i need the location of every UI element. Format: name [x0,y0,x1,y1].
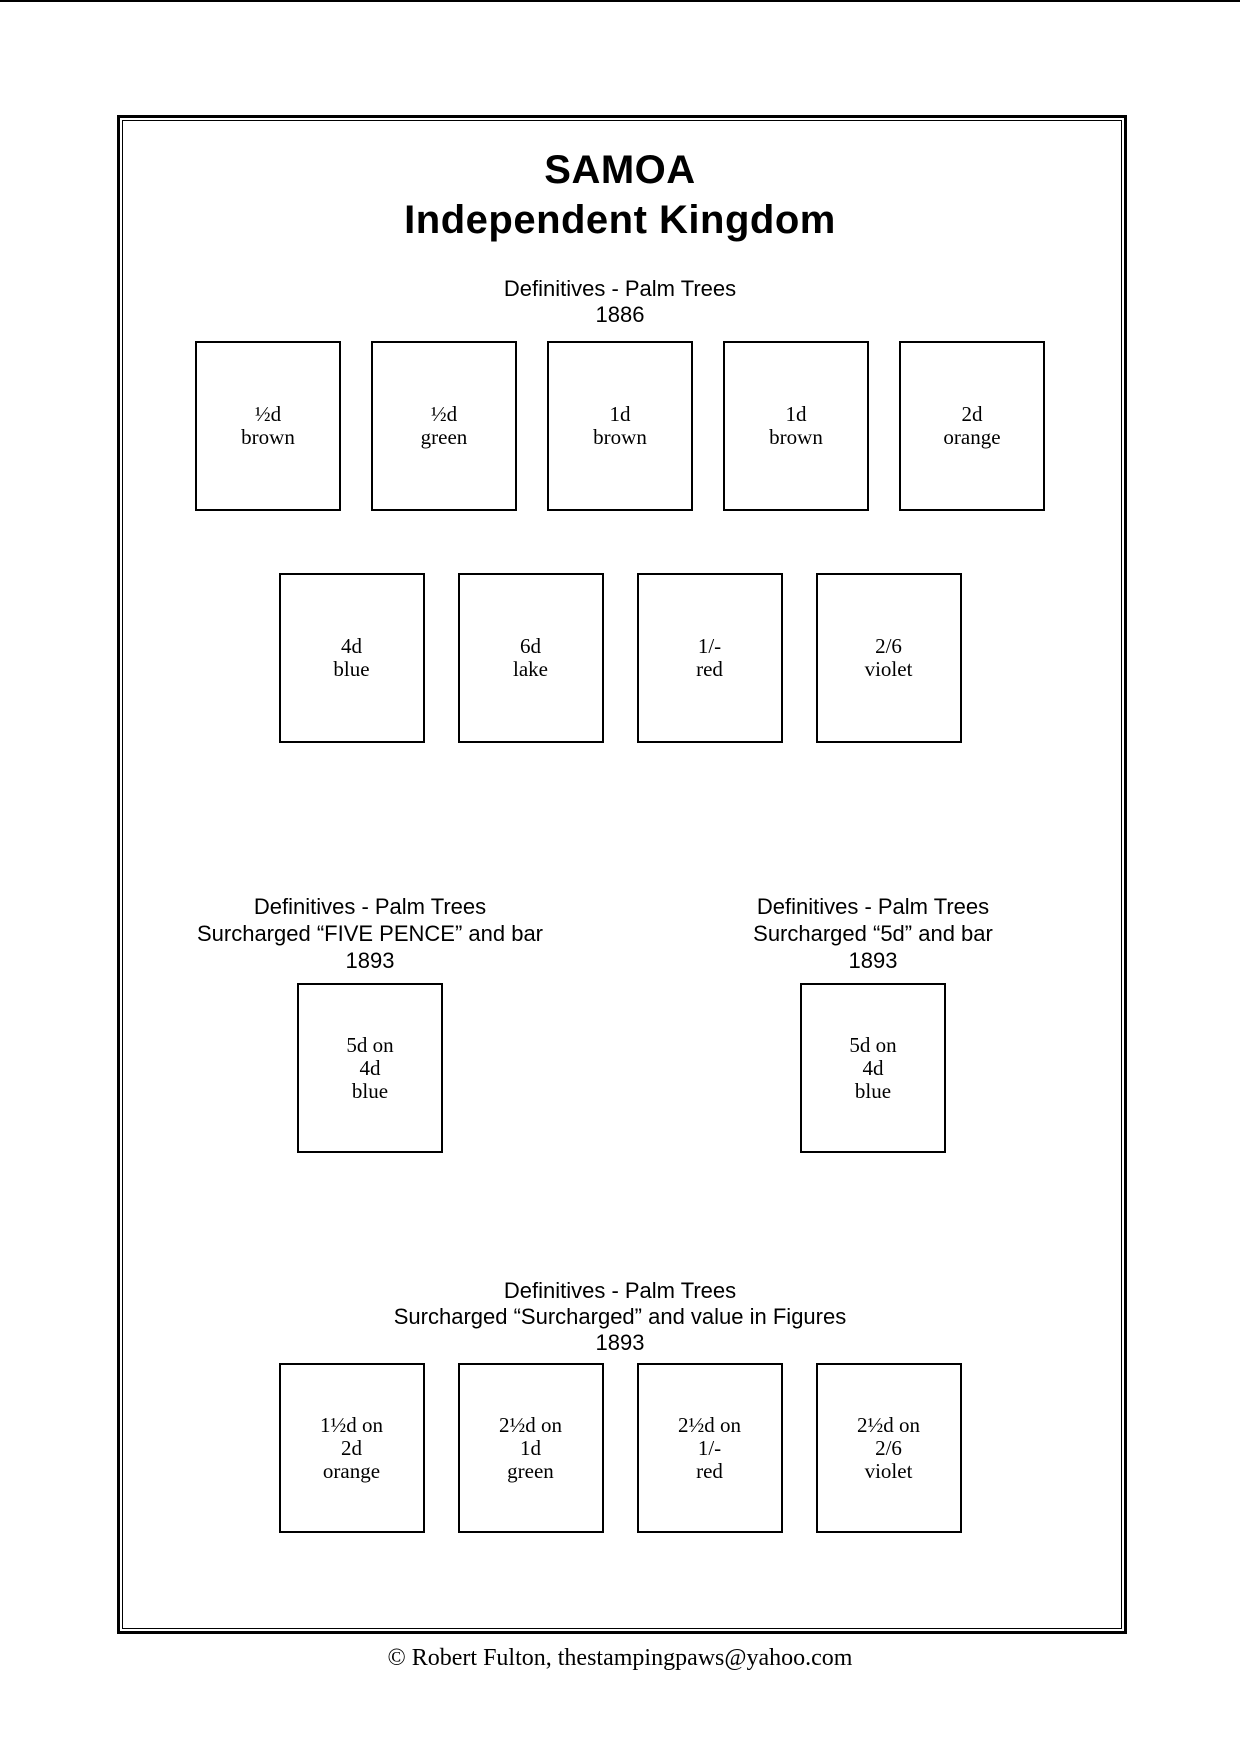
stamp-label [241,403,295,449]
stamp-denomination: 6d [519,634,541,658]
stamp-color: orange [322,1458,381,1483]
stamp-box [458,1363,604,1533]
section-header-surcharged-figures [0,1278,1240,1356]
stamp-denomination-base: 1d [520,1435,541,1460]
stamp-color: green [507,1458,554,1483]
stamp-row-1893 [0,1363,1240,1533]
section-year: 1893 [848,948,898,973]
stamp-denomination: ½d [430,402,458,426]
copyright-footer: © Robert Fulton, thestampingpaws@yahoo.com [387,1645,853,1671]
stamp-box [279,1363,425,1533]
section-year: 1893 [345,948,395,973]
stamp-color: brown [593,425,647,449]
section-title: Definitives - Palm Trees [503,1278,737,1303]
stamp-denomination: 1d [785,402,807,426]
stamp-label [943,403,1000,449]
stamp-color: blue [854,1078,892,1103]
stamp-box [899,341,1045,511]
stamp-box [800,983,946,1153]
stamp-box [547,341,693,511]
stamp-denomination: 2/6 [875,634,902,658]
section-title: Definitives - Palm Trees [756,894,990,919]
stamp-color: blue [351,1078,389,1103]
section-header-5d [633,893,1113,974]
page-title [0,145,1240,245]
stamp-label [769,403,823,449]
stamp-box [723,341,869,511]
stamp-label [678,1414,741,1483]
stamp-box [195,341,341,511]
stamp-label [513,635,548,681]
stamp-label [857,1414,920,1483]
stamp-label [346,1034,393,1103]
stamp-label [865,635,913,681]
stamp-label [499,1414,562,1483]
stamp-row-1886-first [0,341,1240,511]
stamp-denomination: 1½d on [320,1412,383,1437]
section-year: 1886 [595,302,645,327]
page-top-edge-line [0,0,1240,2]
stamp-denomination: 2½d on [678,1412,741,1437]
stamp-color: brown [769,425,823,449]
section-title: Definitives - Palm Trees [253,894,487,919]
section-subtitle: Surcharged “FIVE PENCE” and bar [196,921,544,946]
stamp-denomination: 5d on [849,1032,897,1057]
section-year: 1893 [595,1330,645,1355]
stamp-denomination: 1d [609,402,631,426]
stamp-denomination: 4d [341,634,362,658]
stamp-denomination-base: 4d [862,1055,884,1080]
stamp-denomination: 1/- [697,634,722,658]
stamp-box [816,1363,962,1533]
stamp-denomination-base: 4d [359,1055,381,1080]
stamp-color: lake [513,657,548,681]
stamp-box [371,341,517,511]
stamp-color: orange [943,425,1001,449]
stamp-box [458,573,604,743]
stamp-denomination: 2½d on [857,1412,920,1437]
section-title: Definitives - Palm Trees [503,276,737,301]
stamp-color: brown [241,425,295,449]
section-header-five-pence [130,893,610,974]
stamp-denomination: 5d on [346,1032,394,1057]
stamp-box [637,573,783,743]
stamp-color: red [696,1458,723,1483]
stamp-label [696,635,723,681]
stamp-label [421,403,468,449]
stamp-denomination: ½d [254,402,282,426]
stamp-color: red [696,657,723,681]
stamp-denomination-base: 1/- [697,1435,722,1460]
stamp-color: blue [333,657,370,681]
section-subtitle: Surcharged “5d” and bar [753,921,993,946]
stamp-color: violet [864,1458,913,1483]
stamp-box [279,573,425,743]
stamp-label [320,1414,383,1483]
section-subtitle: Surcharged “Surcharged” and value in Figures [393,1304,847,1329]
stamp-denomination: 2d [961,402,983,426]
stamp-box [637,1363,783,1533]
stamp-denomination-base: 2/6 [875,1435,902,1460]
page-title-subtitle: Independent Kingdom [404,198,836,242]
stamp-label [849,1034,896,1103]
page-title-country: SAMOA [544,148,696,192]
stamp-box [816,573,962,743]
stamp-denomination: 2½d on [499,1412,562,1437]
stamp-color: violet [864,657,913,681]
section-header-definitives-1886 [0,276,1240,328]
stamp-denomination-base: 2d [341,1435,362,1460]
stamp-row-1886-second [0,573,1240,743]
stamp-box [297,983,443,1153]
stamp-label [593,403,647,449]
stamp-color: green [420,425,468,449]
stamp-label [333,635,369,681]
